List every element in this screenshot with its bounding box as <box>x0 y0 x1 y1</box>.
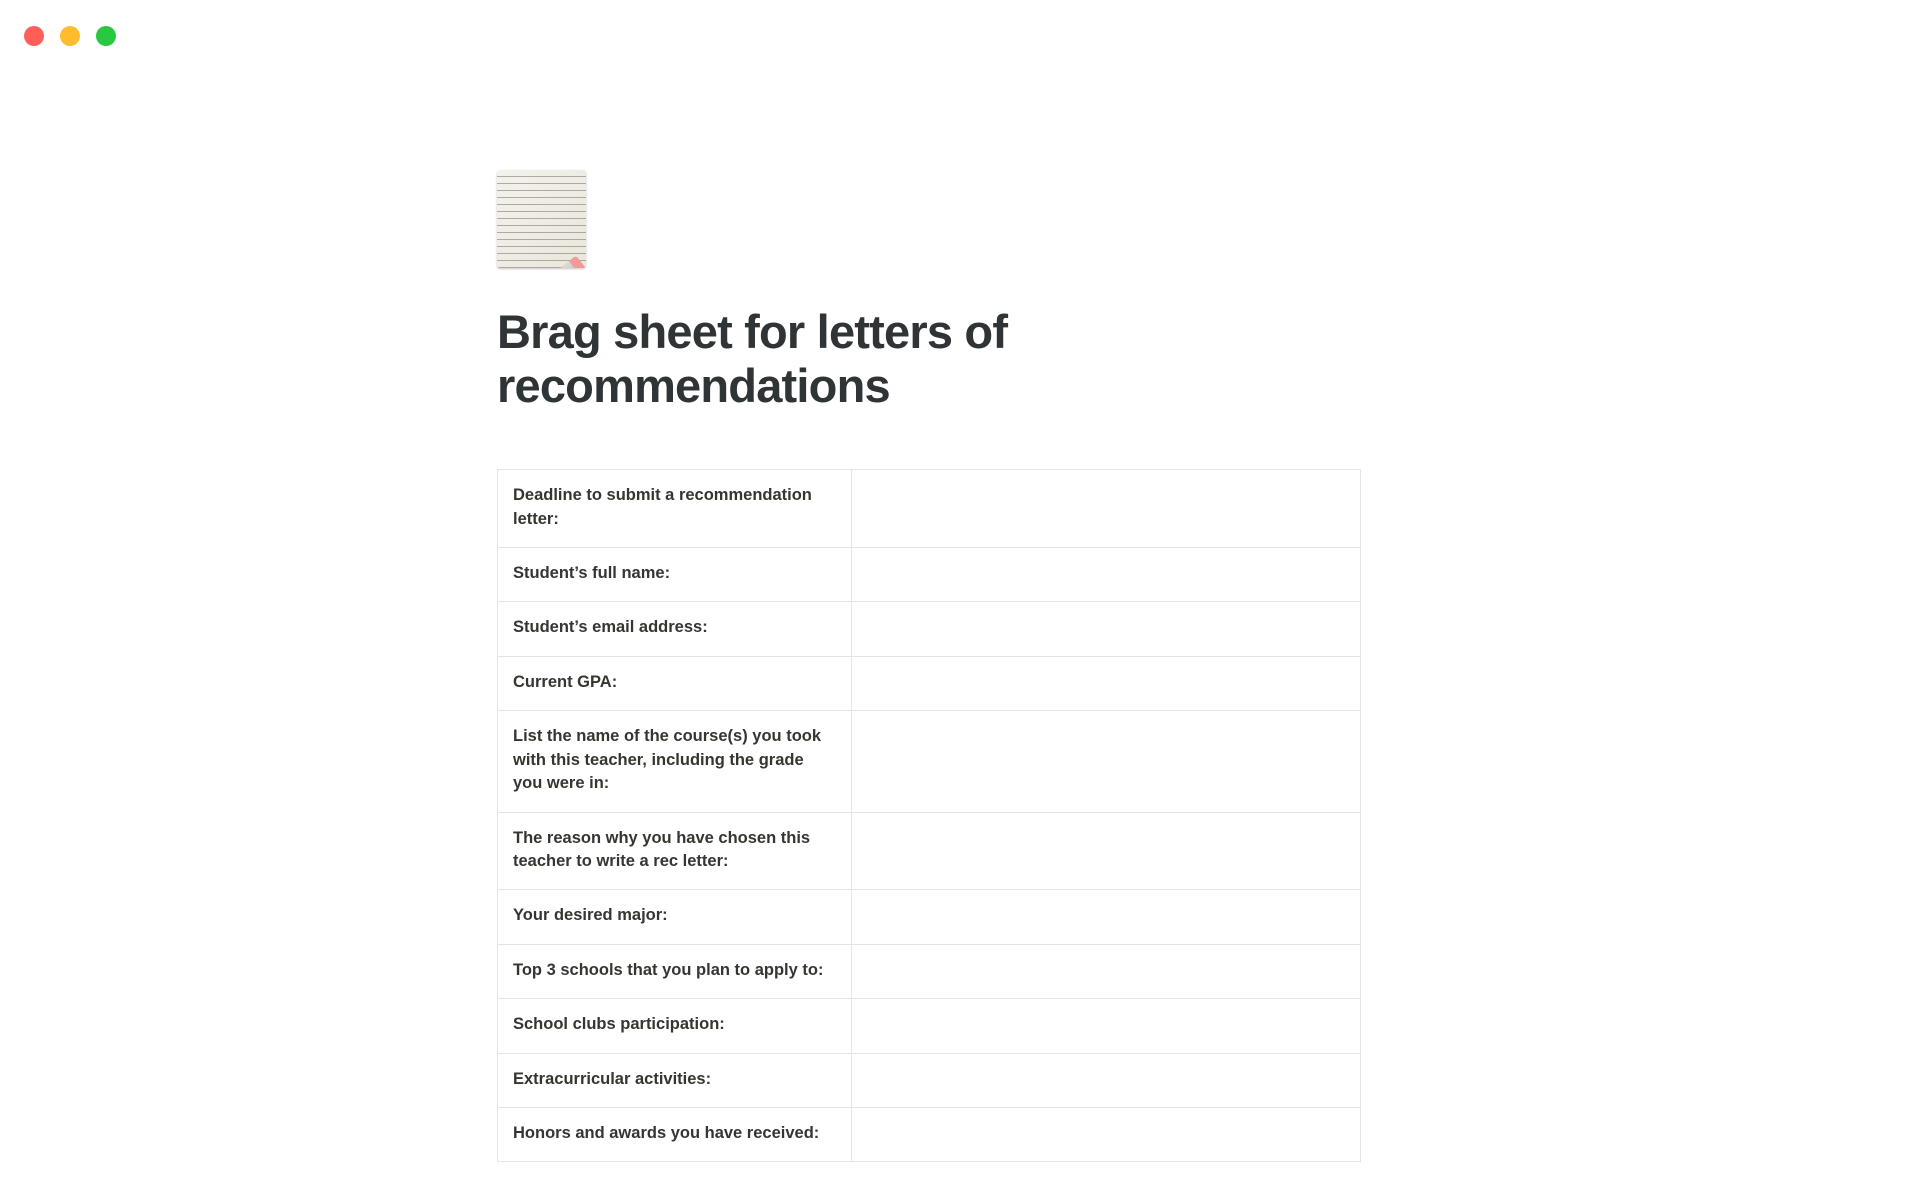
row-label: Top 3 schools that you plan to apply to: <box>498 944 852 998</box>
row-value[interactable] <box>852 812 1361 890</box>
memo-pencil-icon[interactable] <box>497 170 586 268</box>
row-label: Extracurricular activities: <box>498 1053 852 1107</box>
row-label: School clubs participation: <box>498 999 852 1053</box>
table-row <box>498 1108 1361 1162</box>
table-row <box>498 470 1361 548</box>
row-label: Student’s full name: <box>498 548 852 602</box>
row-label: List the name of the course(s) you took with this teacher, including the grade you were in: <box>498 711 852 812</box>
row-value[interactable] <box>852 1108 1361 1162</box>
row-label: Your desired major: <box>498 890 852 944</box>
table-row <box>498 548 1361 602</box>
table-body <box>498 470 1361 1162</box>
row-label: Deadline to submit a recommendation letter: <box>498 470 852 548</box>
row-value[interactable] <box>852 944 1361 998</box>
table-row <box>498 999 1361 1053</box>
table-row <box>498 711 1361 812</box>
pencil-glyph <box>515 256 586 268</box>
row-label: Student’s email address: <box>498 602 852 656</box>
table-row <box>498 602 1361 656</box>
table-row <box>498 1053 1361 1107</box>
row-value[interactable] <box>852 999 1361 1053</box>
page-title[interactable]: Brag sheet for letters of recommendations <box>497 305 1008 412</box>
row-label: Honors and awards you have received: <box>498 1108 852 1162</box>
table-row <box>498 656 1361 710</box>
row-value[interactable] <box>852 656 1361 710</box>
table-row <box>498 944 1361 998</box>
row-value[interactable] <box>852 1053 1361 1107</box>
row-value[interactable] <box>852 602 1361 656</box>
row-label: Current GPA: <box>498 656 852 710</box>
row-value[interactable] <box>852 890 1361 944</box>
table-row <box>498 812 1361 890</box>
row-value[interactable] <box>852 548 1361 602</box>
table-row <box>498 890 1361 944</box>
brag-sheet-table <box>497 469 1361 1162</box>
row-label: The reason why you have chosen this teacher to write a rec letter: <box>498 812 852 890</box>
row-value[interactable] <box>852 711 1361 812</box>
row-value[interactable] <box>852 470 1361 548</box>
